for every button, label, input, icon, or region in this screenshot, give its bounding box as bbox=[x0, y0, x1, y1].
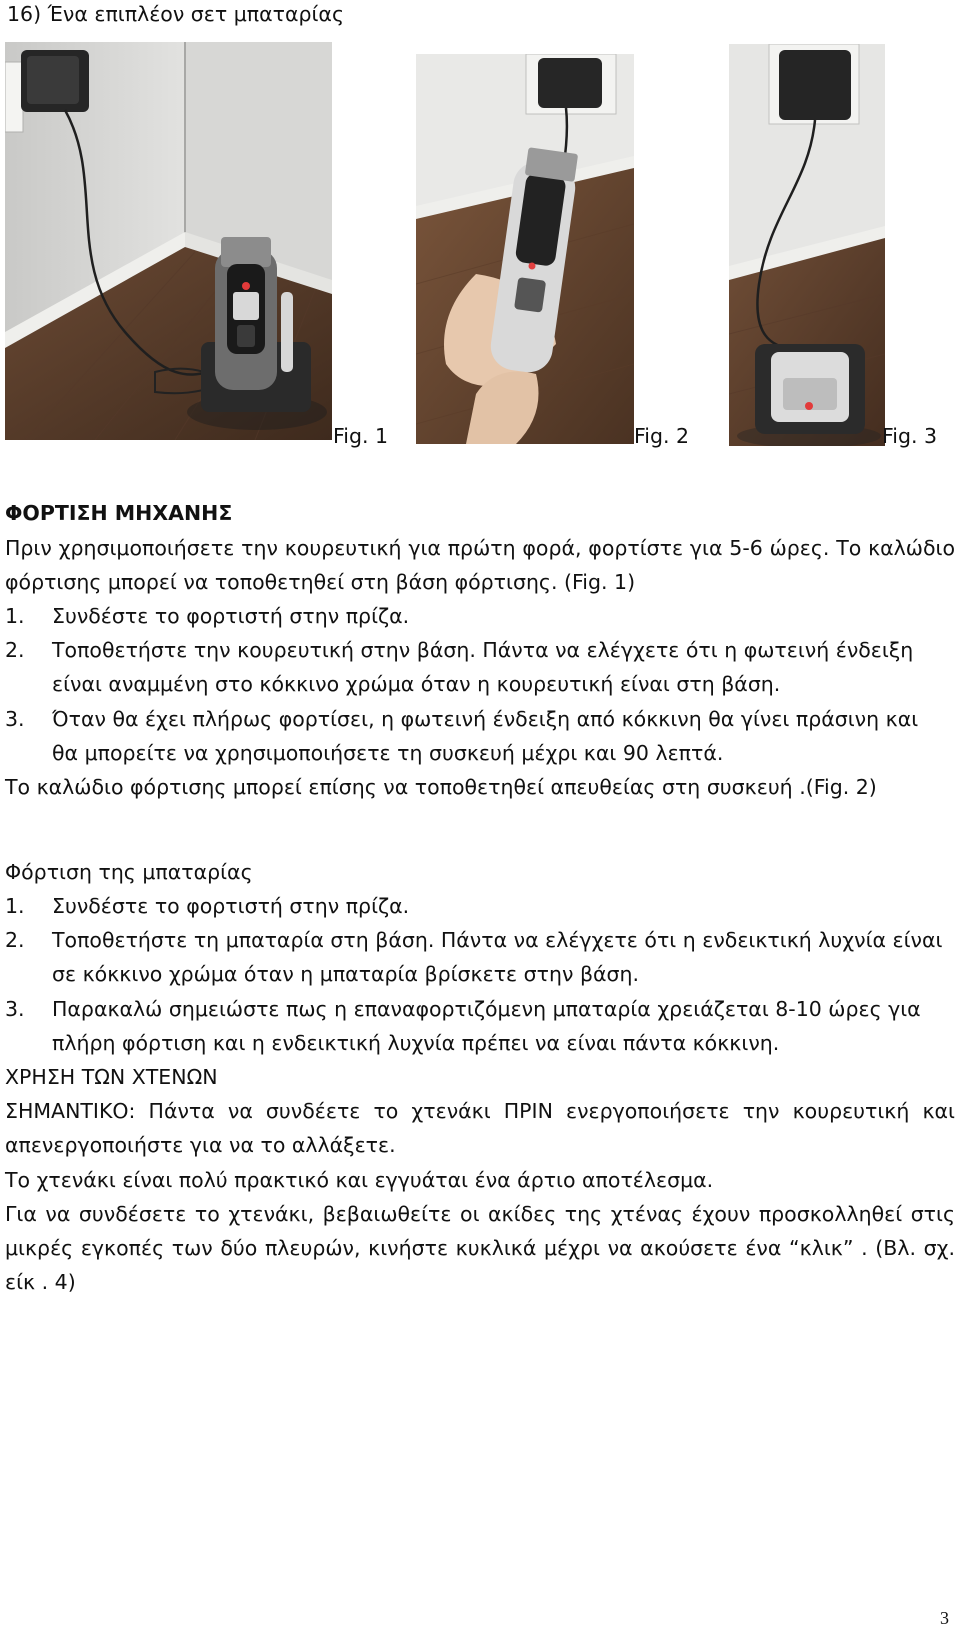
charging-note: Το καλώδιο φόρτισης μπορεί επίσης να τοποθετηθεί απευθείας στη συσκευή .(Fig. 2) bbox=[5, 775, 877, 799]
charging-intro-line-1: Πριν χρησιμοποιήσετε την κουρευτική για πρώτη φορά, φορτίστε για 5-6 ώρες. Το καλώδιο bbox=[5, 536, 955, 560]
charging-step-text: θα μπορείτε να χρησιμοποιήσετε τη συσκευή μέχρι και 90 λεπτά. bbox=[52, 741, 724, 765]
section-title: 16) Ένα επιπλέον σετ μπαταρίας bbox=[7, 2, 344, 26]
battery-step-number: 2. bbox=[5, 928, 25, 952]
battery-step-text: Συνδέστε το φορτιστή στην πρίζα. bbox=[52, 894, 410, 918]
battery-step-text: σε κόκκινο χρώμα όταν η μπαταρία βρίσκετε στην βάση. bbox=[52, 962, 640, 986]
battery-step-number: 3. bbox=[5, 997, 25, 1021]
charging-step-text: Τοποθετήστε την κουρευτική στην βάση. Πάντα να ελέγχετε ότι η φωτεινή ένδειξη bbox=[52, 638, 914, 662]
combs-line-1: ΣΗΜΑΝΤΙΚΟ: Πάντα να συνδέετε το χτενάκι ΠΡΙΝ ενεργοποιήσετε την κουρευτική και bbox=[5, 1099, 955, 1123]
battery-step-text: πλήρη φόρτιση και η ενδεικτική λυχνία πρέπει να είναι πάντα κόκκινη. bbox=[52, 1031, 780, 1055]
figure-1-photo bbox=[5, 42, 332, 440]
charging-intro-line-2: φόρτισης μπορεί να τοποθετηθεί στη βάση φόρτισης. (Fig. 1) bbox=[5, 570, 636, 594]
combs-line-4: Για να συνδέσετε το χτενάκι, βεβαιωθείτε οι ακίδες της χτένας έχουν προσκολληθεί στις bbox=[5, 1202, 955, 1226]
combs-line-3: Το χτενάκι είναι πολύ πρακτικό και εγγυάται ένα άρτιο αποτέλεσμα. bbox=[5, 1168, 714, 1192]
figure-3-caption: Fig. 3 bbox=[882, 424, 938, 448]
figure-3-photo bbox=[729, 44, 885, 446]
charging-step-number: 1. bbox=[5, 604, 25, 628]
figure-2-caption: Fig. 2 bbox=[634, 424, 690, 448]
charging-heading: ΦΟΡΤΙΣΗ ΜΗΧΑΝΗΣ bbox=[5, 501, 233, 525]
page-number: 3 bbox=[940, 1608, 949, 1628]
battery-step-text: Τοποθετήστε τη μπαταρία στη βάση. Πάντα να ελέγχετε ότι η ενδεικτική λυχνία είναι bbox=[52, 928, 943, 952]
combs-heading: ΧΡΗΣΗ ΤΩΝ ΧΤΕΝΩΝ bbox=[5, 1065, 218, 1089]
battery-step-text: Παρακαλώ σημειώστε πως η επαναφορτιζόμενη μπαταρία χρειάζεται 8-10 ώρες για bbox=[52, 997, 921, 1021]
combs-line-2: απενεργοποιήστε για να το αλλάξετε. bbox=[5, 1133, 396, 1157]
figure-2-photo bbox=[416, 54, 634, 444]
charging-step-text: είναι αναμμένη στο κόκκινο χρώμα όταν η κουρευτική είναι στη βάση. bbox=[52, 672, 781, 696]
charging-step-number: 2. bbox=[5, 638, 25, 662]
charging-step-text: Όταν θα έχει πλήρως φορτίσει, η φωτεινή ένδειξη από κόκκινη θα γίνει πράσινη και bbox=[52, 707, 919, 731]
charging-step-text: Συνδέστε το φορτιστή στην πρίζα. bbox=[52, 604, 410, 628]
figure-1-caption: Fig. 1 bbox=[333, 424, 389, 448]
charging-step-number: 3. bbox=[5, 707, 25, 731]
battery-step-number: 1. bbox=[5, 894, 25, 918]
combs-line-5: μικρές εγκοπές των δύο πλευρών, κινήστε κυκλικά μέχρι να ακούσετε ένα “κλικ” . (Βλ. σχ. bbox=[5, 1236, 955, 1260]
combs-line-6: είκ . 4) bbox=[5, 1270, 76, 1294]
battery-heading: Φόρτιση της μπαταρίας bbox=[5, 860, 253, 884]
